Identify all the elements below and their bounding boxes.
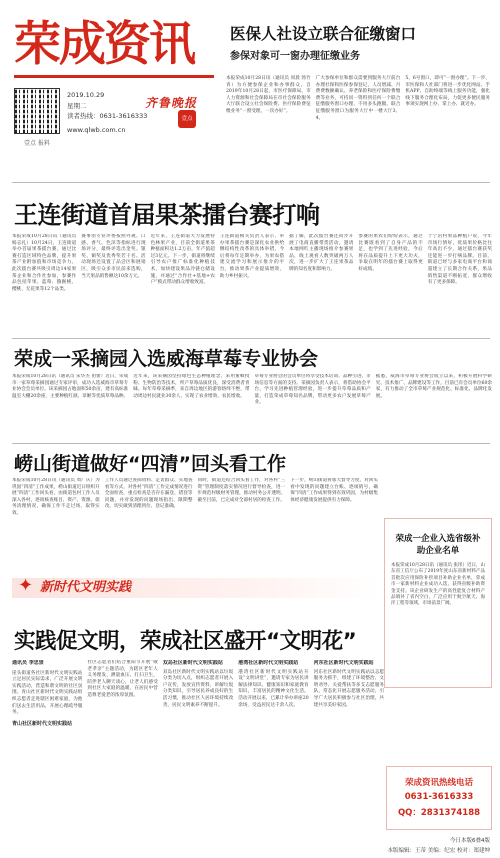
- hotline-qq-label: QQ：: [397, 808, 421, 818]
- article5-byline: 通讯员 李忠崇: [12, 660, 44, 666]
- article5-col5-wrap: [314, 660, 384, 840]
- article5-col3: 双岛社区新时代文明实践站以垃圾分类为切入点，组织志愿者开展入户宣传，发放宣传资料，讲解垃圾分类知识，引导居民养成良好的生活习惯，推动社区人居环境持续改善，居民文明素养不断提升。: [162, 669, 234, 708]
- article5-col2: 社区志愿者们结合重阳节开展“敬老孝亲”主题活动，为辖区老年人义务理发、测量血压、打扫卫生，陪伴老人聊天谈心，让老人们感受到社区大家庭的温暖，在居民中营造尊老爱老的浓厚氛围。: [87, 660, 158, 698]
- article5-col5: 河东社区新时代文明实践站以志愿服务为抓手，组建了环境整治、文明劝导、关爱帮扶等多支志愿服务队，常态化开展志愿服务活动，引导广大居民积极参与社区治理，共建共享美好家园。: [313, 669, 384, 708]
- weekday: 星期二: [67, 102, 87, 110]
- hotline-box: [386, 766, 492, 830]
- article3-col2: 近年来，该采摘园坚持绿色生态种植理念，采用蜜蜂授粉、生物防治等技术，所产草莓品质优良，深受消费者青睐。每年草莓采摘季，来自周边地区的游客络绎不绝，带动周边村民就业30余人，实现了农业增效、农民增收。: [133, 374, 250, 399]
- article1-col3: 5、6号窗口，即可“一窗办理”。下一步，市医保和人社部门将进一步优化网站、手机APP、自助终端等线上服务功能，强化线下服务合理化布局，力促更多便民服务事项实现网上办、掌上办、就近办。: [405, 76, 491, 108]
- website[interactable]: www.qlwb.com.cn: [67, 126, 126, 134]
- article4-headline: 崂山街道做好“四清”回头看工作: [14, 453, 286, 475]
- article5-headline: 实践促文明，荣成社区盛开“文明花”: [14, 629, 357, 654]
- hotline-title: 荣成资讯热线电话: [404, 778, 473, 788]
- masthead-red-rule: [14, 75, 214, 78]
- article3-col3: 草莓专业协会的会员单位将享受技术培训、品种引进、市场信息等方面的支持。采摘园负责人表示，将借助协会平台，学习先进种植管理经验，进一步提升草莓品质和产量，打造荣成草莓知名品牌，带动更多农户发展草莓产业。: [254, 374, 371, 406]
- article2-headline: 王连街道首届果茶擂台赛打响: [14, 201, 320, 229]
- footer-editors: 本版编辑：王蒂 美编：纪宏 校对：郑建坤: [387, 848, 490, 854]
- sidebar-body: 本报荣成10月28日讯（通讯员 张彤）近日，山东省工信厅公布了2019年度山东省新材料产品首批次应用保险补偿项目补助企业名单，荣成市一家新材料企业成功入选，获得省级补助资金支持。该企业研发生产的高性能复合材料产品填补了省内空白，广泛应用于航空航天、海洋工程等领域，市场前景广阔。: [391, 563, 485, 607]
- article3-col4: 据悉，威海市草莓专业协会成立以来，积极开展科学研究、技术推广、品牌建设等工作，目前已有会员单位60余家，有力推动了全市草莓产业规范化、标准化、品牌化发展。: [375, 374, 492, 399]
- article5-subhead1: 青山社区新时代文明实践站: [12, 720, 73, 727]
- hotline-qq-row: [387, 806, 491, 818]
- article3-headline: 荣成一采摘园入选威海草莓专业协会: [14, 348, 319, 370]
- yidian-logo-text: 壹点: [181, 116, 193, 122]
- article2-col7: 于宁岩村果品种植户说，今年市场行情好，优质果价格比往年高出不少，通过擂台赛获奖还能进一步打响品牌。目前，街道已经与多家电商平台和商超建立了长期合作关系，果品销售渠道不断拓宽，群众增收有了更多保障。: [427, 234, 492, 286]
- footer-pages: 今日本版6叠4版: [450, 838, 490, 844]
- banner-star-icon: ✦: [18, 575, 34, 596]
- paper-name: 齐鲁晚报: [144, 96, 200, 110]
- section-banner-text: 新时代文明实践: [40, 580, 132, 595]
- article5-col4-wrap: [238, 660, 308, 840]
- hotline-qq[interactable]: 2831374188: [420, 808, 481, 818]
- article5-subhead2: 双岛社区新时代文明实践站: [162, 660, 223, 666]
- article5-col1-wrap: [12, 660, 82, 840]
- masthead-title: 荣成资讯: [14, 17, 194, 72]
- divider: [12, 443, 490, 444]
- qr-code[interactable]: [14, 88, 60, 134]
- article4-col2: 工作人员通过查阅资料、走访群众、实地查看等方式，对各村“四清”工作完成情况进行全面检查，重点检查是否存在漏登、错登等问题，并对发现的问题现场指出、限期整改，切实做到清理到位、登记准确。: [104, 478, 193, 510]
- article5-col3-wrap: [163, 660, 233, 840]
- article2-body: [12, 234, 492, 334]
- yidian-logo: [178, 110, 196, 128]
- article1-col2: 广大参保单位和群众需要到服务大厅前台办理社保和医保参保登记，人员增减、月费费数额确认、养老保险和医疗保险费缴费等业务，可持同一资料到任何一个联合征缴服务窗口办理，不用多头跑腿。联合征缴服务窗口为服务大厅中一楼大厅3、4、: [315, 76, 401, 121]
- article2-col1: 本报荣成10月28日讯（通讯员 杨志礼）10月24日，王连街道举办首届果茶擂台赛，通过比赛打造区域特色品牌，提升果茶产业附加值和市场竞争力。此次擂台赛共吸引周边14家果茶企业和合作社参加，参赛作品包括苹果、蓝莓、猕猴桃、樱桃、无花果等12个品类。: [12, 234, 77, 292]
- article2-col4: 王连街道相关负责人表示，举办果茶擂台赛是深化农业供给侧结构性改革的具体举措，今后将每年定期举办，为果农搭建交流学习和展示推介的平台，推动果茶产业提质增效，助力乡村振兴。: [219, 234, 285, 279]
- article3-body: [12, 374, 492, 440]
- article4-col4: 下一步，崂山街道将加大督导力度，对回头看中发现的问题建立台账、逐项销号，确保“四清”工作成果得到有效巩固，为村级集体经济健康发展提供有力保障。: [290, 478, 378, 503]
- sidebar-box: [384, 518, 492, 688]
- article4-body: [12, 478, 378, 556]
- app-hint: 壹点 报料: [24, 140, 50, 147]
- article1-col1: 本报荣成10月28日讯（通讯员 同晨 汤竹青）为方便参保企业和办事群众，自2019年10月28日起，市医疗保障局、市人力资源和社会保障局在市社会保险服务大厅联合设立社会保险费、医疗保险费征缴业务“一窗受理、一次办好”。: [226, 76, 311, 114]
- hotline-phone[interactable]: 0631-3616333: [404, 792, 474, 802]
- article4-col1: 本报荣成10月28日讯（通讯员 周广庆）为巩固“四清”工作成果，崂山街道近日组织开展“四清”工作回头看，由街道包村工作人员深入各村，逐项核查账目、资产、资源、债务清理情况，确保工作不走过场、取得实效。: [12, 478, 100, 516]
- divider: [12, 182, 490, 183]
- section-banner: [12, 572, 380, 604]
- article5-col1: 崖头街道各社区新时代文明实践站立足居民实际需求，广泛开展文明实践活动，营造和谐文明的社区氛围。青山社区新时代文明实践站组织志愿者走进辖区困难家庭，为他们送去生活用品，开展心理疏导服务。: [12, 670, 83, 716]
- article4-col3: 同时，街道还结合回头看工作，对各村“三资”管理制度落实情况进行督导检查，进一步规范村级财务管理，推动村务公开透明。截至目前，已完成对全部村居的检查工作。: [197, 478, 286, 503]
- article2-col3: 近年来，王连街道大力发展特色林果产业，目前全街道果茶种植面积达1.2万亩，年产值超过3亿元。下一步，街道将继续引导农户推广标准化种植技术，加快建设果品冷链仓储设施，并通过“合作社+基地+农户”模式带动群众增收致富。: [150, 234, 215, 286]
- article1-body: [226, 76, 490, 171]
- issue-date: 2019.10.29: [67, 91, 105, 99]
- article2-col5: 据了解，此次擂台赛还同步开展了电商直播带货活动，邀请本地网红主播现场推介参赛果品，线上观看人数突破两万人次，进一步扩大了王连果茶品牌的知名度和影响力。: [289, 234, 354, 272]
- article5-body: [12, 660, 384, 840]
- article3-col1: 本报荣成10月28日讯（通讯员 宋华杰 由蕾）近日，荣成市一家草莓采摘园通过专家评审，成功入选威海市草莓专业协会会员单位。该采摘园占地面积50余亩，建有高标准温室大棚20余座，主要种植红颜、章姬等优质草莓品种。: [12, 374, 129, 399]
- article5-col4: 港湾社区新时代文明实践站开设“文明讲堂”，邀请专家为居民讲解法律知识、健康知识和家庭教育知识，丰富居民的精神文化生活。活动开展以来，已累计举办讲座20余场，受益居民达千余人次。: [238, 669, 309, 708]
- article1-subheadline: 参保对象可一窗办理征缴业务: [230, 51, 360, 62]
- article2-col2: 赛事由专业评委按照外观、口感、香气、色泽等指标进行现场评分，最终评选出金奖、银奖、铜奖及优秀奖若干名。活动现场还设置了品尝区和展销区，吸引众多市民前来选购，当天果品销售额达10余万元。: [81, 234, 146, 279]
- article1-headline: 医保人社设立联合征缴窗口: [230, 25, 417, 43]
- article5-subhead3: 港湾社区新时代文明实践站: [238, 660, 299, 666]
- reader-hotline: 读者热线：0631-3616333: [67, 112, 148, 120]
- article5-subhead4: 河东社区新时代文明实践站: [313, 660, 374, 666]
- divider: [12, 338, 490, 339]
- article2-col6: 参赛的果农们纷纷表示，通过比赛既看到了自身产品的不足，也学到了先进经验，今后将在品质提升上下更大功夫，争取在明年的擂台赛上取得更好成绩。: [358, 234, 423, 272]
- sidebar-title: 荣成一企业入选省级补助企业名单: [395, 534, 481, 556]
